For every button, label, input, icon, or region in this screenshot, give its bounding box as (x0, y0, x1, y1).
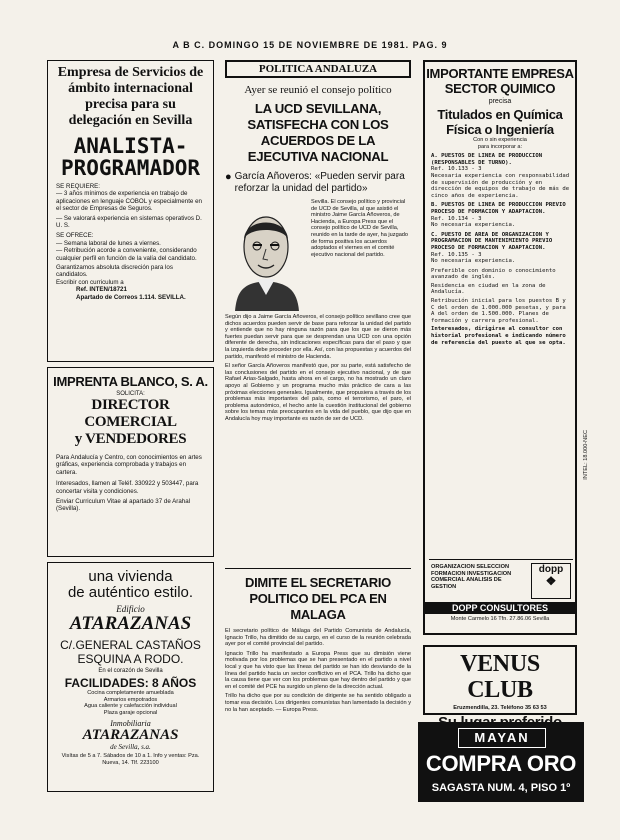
ad-quimico-p3ref: Ref. 10.135 - 3 (431, 251, 482, 258)
article-pca-body: El secretario político de Málaga del Partido Comunista de Andalucía, Ignacio Trillo, ha dimitido de su cargo, en el curso de la reunión celebrada ayer por el comité provincial del partido. (225, 628, 411, 648)
ad-imprenta (47, 367, 214, 557)
article-pca-body3: Trillo ha dicho que por su condición de dirigente se ha sentido obligado a tomar esa decisión. Los dirigentes comunistas han lamentado la decisión y no la han aceptado. — Europa Press. (225, 693, 411, 713)
article-ucd-bullet: García Añoveros: «Pueden servir para reforzar la unidad del partido» (234, 171, 405, 194)
ad-quimico-p1desc: Necesaria experiencia con responsabilidad de supervisión de producción y en dirección de equipos de trabajo de más de cinco años de experiencia. (431, 172, 570, 199)
article-ucd-headline: LA UCD SEVILLANA, SATISFECHA CON LOS ACUERDOS DE LA EJECUTIVA NACIONAL (247, 101, 389, 164)
ad-analista-write: Escribir con curriculum a (56, 278, 124, 286)
article-pca (225, 568, 411, 801)
ad-atarazanas-inmob: Inmobiliaria (110, 719, 151, 729)
ad-imprenta-cv: Enviar Curriculum Vitae al apartado 37 de Arahal (Sevilla). (56, 498, 191, 513)
dopp-logo-text: dopp (538, 564, 564, 575)
ad-oro-addr: SAGASTA NUM. 4, PISO 1º (431, 782, 571, 794)
ad-quimico-p1ref: Ref. 10.133 - 3 (431, 166, 482, 173)
article-ucd-body: Según dijo a Jaime García Añoveros, el consejo político sevillano cree que dichos acuerdos pueden servir de base para reforzar la unidad del partido y entiende que no hay ninguna razón para que los que se dieron más fuertes puedan servir para que se desprendan una UCD con una opción diferente de derecha, sin indicaciones específicas para dar el paso y que la izquierda debe proceder por ella. Así, con las propuestas y acuerdos del partido, manifestó el ministro de Hacienda. (225, 314, 411, 360)
ad-quimico-precisa: precisa (488, 98, 512, 105)
article-pca-body2: Ignacio Trillo ha manifestado a Europa Press que su dimisión viene motivada por los problemas que se han presentado en el partido a nivel local y que ha visto que las líneas del partido se han ido desviando de la línea del partido hacia un sector conflictivo en el PCA. Trillo ha dicho que la causa tiene que ver con los problemas que hay dentro del partido y que en el comité del PCE ha surgido un pleno de la dirección actual. (225, 650, 411, 690)
ad-atarazanas-visit: Visítas de 5 a 7. Sábados de 10 a 1. Info y ventas: Pza. Nueva, 14. Tlf. 223100 (61, 753, 200, 766)
dopp-logo (531, 563, 571, 599)
ad-quimico (423, 60, 577, 635)
ad-quimico-dopp-cons: DOPP CONSULTORES (425, 602, 575, 614)
ad-atarazanas-f4: Plaza garaje opcional (103, 709, 158, 716)
ad-imprenta-contact: Interesados, llamen al Teléf. 330922 y 503447, para concertar visita y condiciones. (56, 480, 199, 495)
ad-analista-off3: Garantizamos absoluta discreción para los candidatos. (56, 264, 173, 279)
ad-quimico-org: ORGANIZACION SELECCION FORMACION INVESTIGACION COMERCIAL ANALISIS DE GESTION (431, 564, 512, 590)
dopp-logo-block (429, 559, 573, 602)
article-ucd-kicker: Ayer se reunió el consejo político (244, 84, 392, 96)
ad-quimico-t4: Física o Ingeniería (446, 122, 554, 137)
ad-atarazanas-facil: FACILIDADES: 8 AÑOS (64, 676, 197, 690)
ad-analista-off1: — Semana laboral de lunes a viernes. (56, 239, 161, 247)
ad-quimico-c4: Interesados, dirigirse al consultor con historial profesional e indicando número de referencia del puesto al que se opta. (431, 326, 566, 346)
article-ucd-side: Sevilla. El consejo político y provincial de UCD de Sevilla, al que asistió el ministro Jaime García Añoveros, de Hacienda, a Europa Press que el consejo político de UCD de Sevilla, reunido en la tarde de ayer, ha juzgado de forma positiva los acuerdos adoptados el viernes en el comité ejecutivo nacional del partido. (311, 199, 409, 258)
ad-venus-addr: Eruzmendilla, 23. Teléfono 35 63 53 (453, 705, 547, 711)
ad-oro (418, 722, 584, 802)
ad-oro-title: COMPRA ORO (425, 751, 577, 776)
ad-quimico-c1: Preferible con dominio o conocimiento avanzado de inglés. (431, 267, 556, 281)
bullet-icon: ● (225, 171, 232, 183)
ad-atarazanas (47, 562, 214, 792)
article-ucd-body2: El señor García Añoveros manifestó que, por su parte, está satisfecho de las conclusiones del partido en el consejo ejecutivo nacional, y de que Rafael Arias-Salgado, hasta ahora en el cargo, no ha mostrado un claro apoyo al Gobierno y un programa mucho más práctico de cara a las próximas elecciones generales. Igualmente, que propusiera a través de los problemas más importantes del país, como el terrorismo, el paro, el problema autonómico, el hecho ante la cuestión institucional del gobierno sobre los temas más preocupantes en la vida del pueblo, que dijo que en Andalucía hoy muy importante es razón de ser de UCD. (225, 363, 411, 422)
article-pca-headline: DIMITE EL SECRETARIO POLITICO DEL PCA EN MALAGA (245, 575, 391, 622)
ad-atarazanas-street2: ESQUINA A RODO. (77, 652, 184, 666)
ad-quimico-p1: A. PUESTOS DE LINEA DE PRODUCCION (RESPONSABLES DE TURNO). (431, 153, 543, 166)
ad-atarazanas-f2: Armarios empotrados (103, 696, 158, 703)
ad-atarazanas-sub: de Sevilla, s.a. (110, 743, 151, 752)
ad-quimico-title1: IMPORTANTE EMPRESA (426, 66, 574, 81)
ad-quimico-p3: C. PUESTO DE AREA DE ORGANIZACION Y PROGRAMACION DE MANTENIMIENTO PREVIO PROCESO DE FORMACION Y ADAPTACION. (431, 231, 553, 251)
ad-venus-name: VENUS CLUB (460, 651, 540, 703)
ad-analista-se-ofrece: SE OFRECE: (56, 232, 94, 240)
ad-analista-apartado: Apartado de Correos 1.114. SEVILLA. (76, 293, 186, 301)
ad-quimico-t6: para incorporar a: (477, 143, 523, 150)
ad-quimico-p2ref: Ref. 10.134 - 3 (431, 215, 482, 222)
ad-quimico-title2: SECTOR QUIMICO (444, 81, 556, 96)
ad-analista-intro: Empresa de Servicios de ámbito internacional precisa para su delegación en Sevilla (57, 65, 204, 128)
ad-imprenta-title2: y VENDEDORES (74, 431, 187, 447)
ad-atarazanas-edificio: Edificio (116, 604, 145, 614)
ad-atarazanas-f3: Agua caliente y calefacción individual (84, 703, 177, 710)
ad-imprenta-solicita: SOLICITA: (116, 391, 145, 397)
ad-analista-title1: ANALISTA- (73, 134, 188, 158)
ad-oro-logo: MAYAN (458, 728, 546, 748)
ad-quimico-dopp-addr: Monte Carmelo 16 Tfn. 27.86.06 Sevilla (450, 616, 550, 622)
ad-analista-se-requiere: SE REQUIERE: (56, 183, 101, 190)
ad-quimico-p2: B. PUESTOS DE LINEA DE PRODUCCION PREVIO PROCESO DE FORMACION Y ADAPTACION. (431, 202, 566, 215)
ad-quimico-p3desc: No necesaria experiencia. (431, 258, 516, 265)
ad-analista-req1: — 3 años mínimos de experiencia en trabajo de aplicaciones en lenguaje COBOL y especialmente en el sector de Empresas de Seguros. (56, 190, 202, 213)
ad-analista-req2: — Se valorará experiencia en sistemas operativos D. U. S. (56, 214, 202, 230)
ad-atarazanas-center: En el corazón de Sevilla (98, 668, 163, 674)
ad-atarazanas-brand2: ATARAZANAS (82, 727, 179, 744)
section-tag: POLITICA ANDALUZA (225, 60, 411, 78)
ad-analista-ref: Ref. INTEN/18721 (76, 286, 127, 294)
page-header: A B C. DOMINGO 15 DE NOVIEMBRE DE 1981. PAG. 9 (172, 40, 448, 50)
ad-atarazanas-brand: ATARAZANAS (69, 613, 192, 634)
ad-quimico-c3: Retribución inicial para los puestos B y C del orden de 1.000.000 pesetas, y para A del orden de 1.500.000. Planes de formación y carrera profesional. (431, 298, 566, 324)
ad-venus (423, 645, 577, 715)
dopp-emblem-icon: ❖ (545, 574, 557, 588)
ad-imprenta-name: IMPRENTA BLANCO, S. A. (53, 374, 208, 389)
ad-imprenta-body: Para Andalucía y Centro, con conocimientos en artes gráficas, experiencia comprobada y trabajos en cartera. (56, 454, 202, 476)
ad-analista-title2: PROGRAMADOR (60, 156, 201, 180)
portrait-photo (225, 199, 307, 311)
ad-analista (47, 60, 214, 362)
ad-quimico-p2desc: No necesaria experiencia. (431, 222, 516, 229)
ad-atarazanas-street1: C/.GENERAL CASTAÑOS (60, 638, 201, 652)
ad-quimico-t5: Con o sin experiencia (473, 137, 527, 143)
ad-analista-off2: — Retribución acorde a conveniente, considerando cualquier perfil en función de la valía del candidato. (56, 247, 197, 262)
ad-quimico-c2: Residencia en ciudad en la zona de Andalucía. (431, 282, 546, 296)
ad-atarazanas-l2: de auténtico estilo. (67, 584, 194, 601)
ad-atarazanas-f1: Cocina completamente amueblada (87, 690, 174, 696)
article-ucd (225, 60, 411, 565)
ad-atarazanas-l1: una vivienda (88, 568, 173, 585)
ad-quimico-t3: Titulados en Química (437, 107, 563, 122)
ad-quimico-vert: INTEL: 18.000-NEC (583, 430, 589, 480)
ad-imprenta-title1: DIRECTOR COMERCIAL (84, 397, 177, 430)
